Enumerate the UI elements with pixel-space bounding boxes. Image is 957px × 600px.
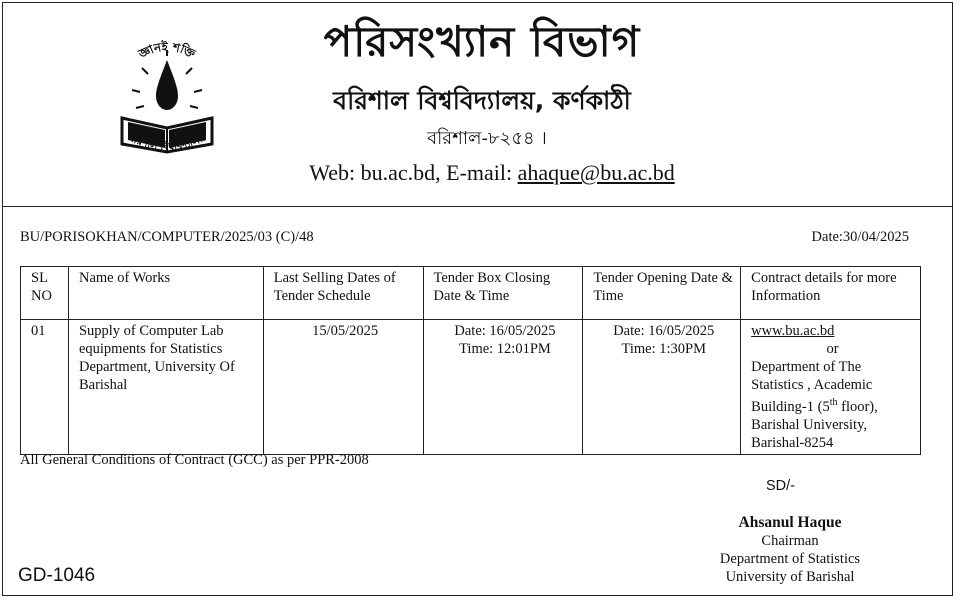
header-opening: Tender Opening Date & Time (583, 267, 741, 320)
contract-website-link[interactable]: www.bu.ac.bd (751, 323, 835, 339)
letterhead (2, 2, 953, 207)
cell-name-of-works: Supply of Computer Lab equipments for Statistics Department, University Of Barishal (68, 320, 263, 455)
closing-date: Date: 16/05/2025 (454, 323, 556, 339)
tender-table (20, 266, 921, 455)
web-text: Web: bu.ac.bd, E-mail: (309, 160, 518, 185)
logo-university-name: বরিশাল বিশ্ববিদ্যালয় (127, 132, 207, 154)
signatory-department: Department of Statistics (719, 551, 861, 567)
signatory-name: Ahsanul Haque (738, 514, 842, 531)
header-contract: Contract details for more Information (741, 267, 921, 320)
cell-selling-date: 15/05/2025 (263, 320, 423, 455)
cell-closing (423, 320, 583, 455)
document-code: GD-1046 (18, 565, 96, 586)
memo-date: Date:30/04/2025 (811, 229, 909, 245)
contract-university: Barishal University, (751, 416, 868, 433)
memo-reference: BU/PORISOKHAN/COMPUTER/2025/03 (C)/48 (20, 229, 314, 245)
signed-mark: SD/- (766, 478, 795, 494)
header-name-of-works: Name of Works (68, 267, 263, 320)
postal-address: বরিশাল-৮২৫৪ । (427, 128, 547, 149)
department-title: পরিসংখ্যান বিভাগ (323, 17, 641, 66)
contract-or: or (826, 341, 839, 357)
table-row (21, 320, 921, 455)
university-name: বরিশাল বিশ্ববিদ্যালয়, কর্ণকাঠী (333, 86, 631, 115)
signature-block (690, 514, 890, 586)
university-logo (102, 20, 232, 190)
signatory-title: Chairman (761, 533, 819, 549)
cell-sl: 01 (21, 320, 69, 455)
contact-line (292, 158, 692, 188)
closing-time: Time: 12:01PM (459, 341, 551, 357)
cell-opening (583, 320, 741, 455)
cell-contract (741, 320, 921, 455)
logo-motto: জ্ঞানই শক্তি (136, 39, 198, 61)
opening-date: Date: 16/05/2025 (613, 323, 715, 339)
header-closing: Tender Box Closing Date & Time (423, 267, 583, 320)
opening-time: Time: 1:30PM (621, 341, 706, 357)
email-link[interactable]: ahaque@bu.ac.bd (517, 160, 675, 185)
contract-department: Department of The Statistics , Academic (751, 359, 873, 393)
gcc-note: All General Conditions of Contract (GCC) as per PPR-2008 (20, 452, 369, 468)
signatory-university: University of Barishal (725, 569, 855, 585)
header-selling-date: Last Selling Dates of Tender Schedule (263, 267, 423, 320)
contract-city: Barishal-8254 (751, 434, 834, 451)
contract-building: Building-1 (5th floor), (751, 397, 878, 415)
table-header-row (21, 267, 921, 320)
header-sl: SL NO (21, 267, 69, 320)
